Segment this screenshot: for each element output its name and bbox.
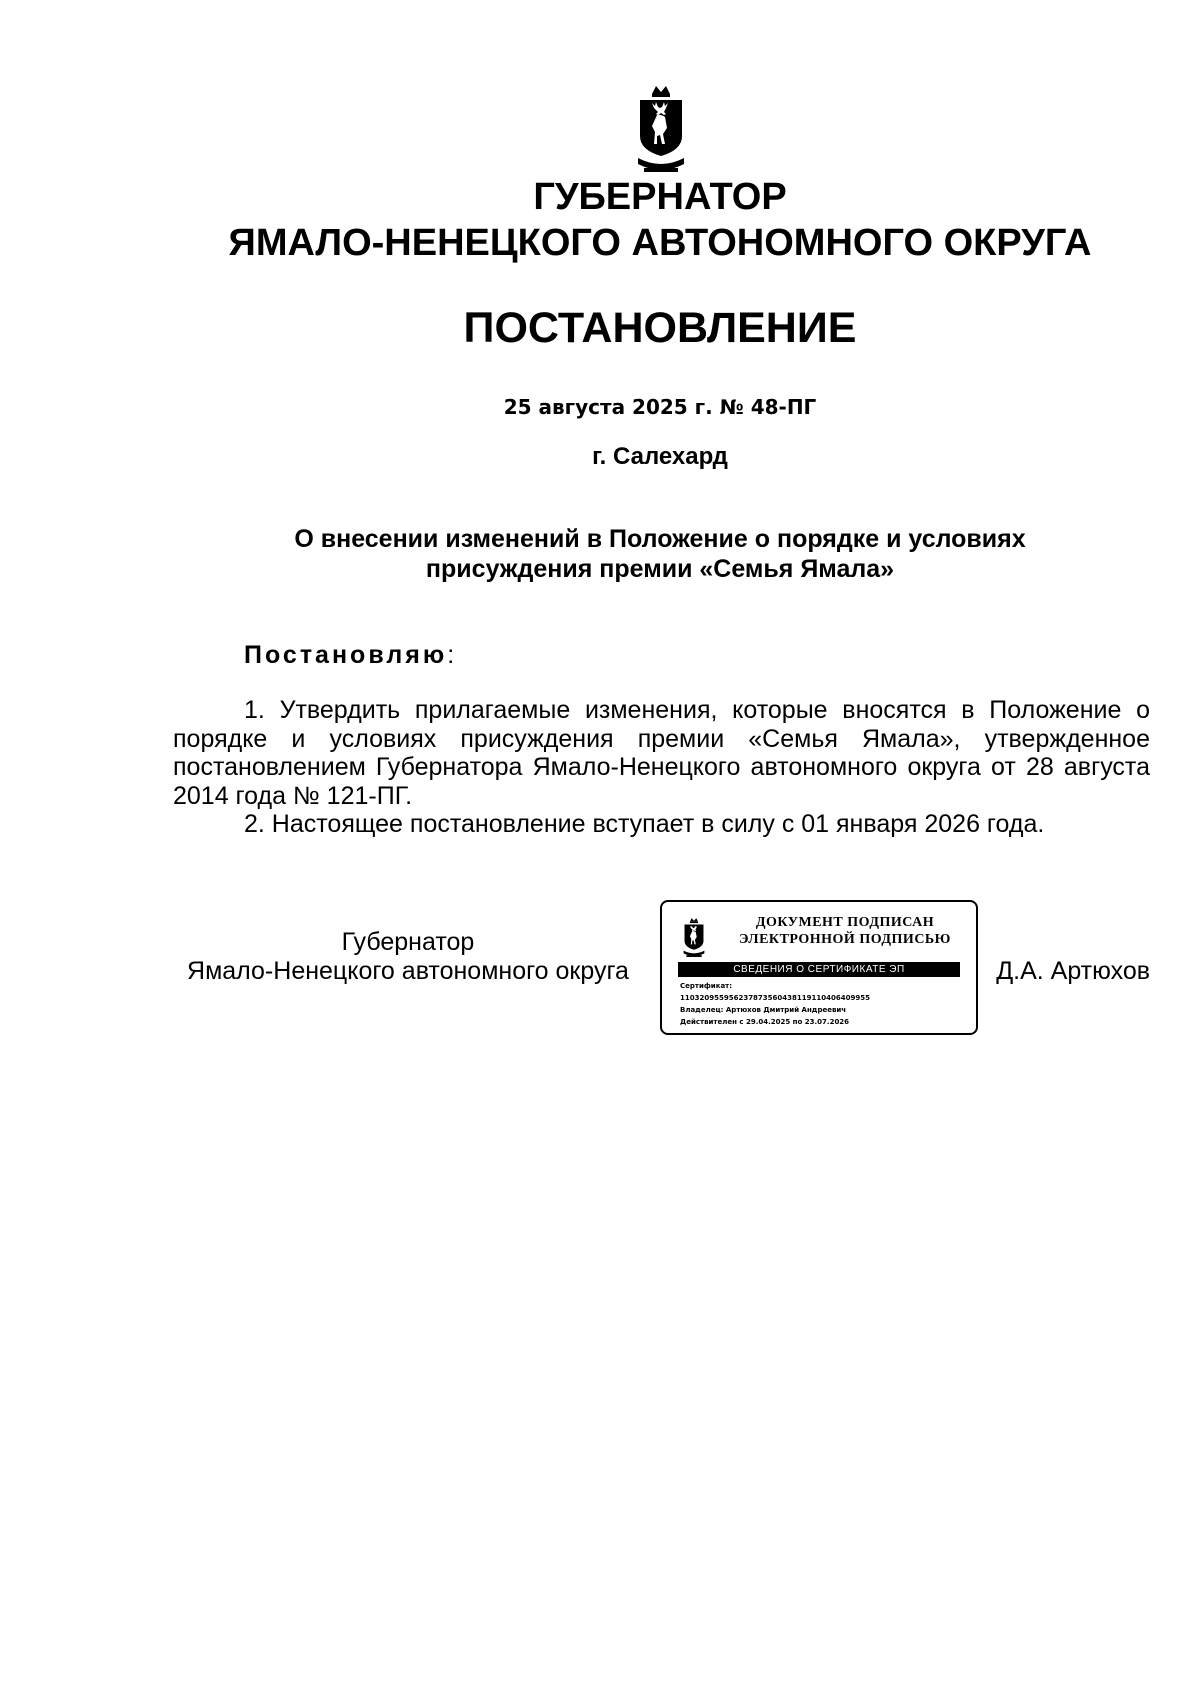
stamp-certificate-details <box>680 980 970 1028</box>
certificate-label: Сертификат: <box>680 982 733 990</box>
yamal-coat-of-arms-icon <box>630 84 692 176</box>
decree-phrase <box>244 640 454 670</box>
certificate-validity: Действителен с 29.04.2025 по 23.07.2026 <box>680 1018 850 1026</box>
stamp-heading-line: ДОКУМЕНТ ПОДПИСАН <box>755 915 935 930</box>
stamp-certificate-bar: СВЕДЕНИЯ О СЕРТИФИКАТЕ ЭП <box>678 962 960 977</box>
issuing-authority <box>0 174 1200 266</box>
body-paragraph: 1. Утвердить прилагаемые изменения, которые вносятся в Положение о порядке и условиях присуждения премии «Семья Ямала», утвержденное постановлением Губернатора Ямало-Ненецкого автономного округа от 28 августа 2014 года № 121-ПГ. <box>173 696 1150 810</box>
certificate-number: 110320955956237873560438119110406409955 <box>680 994 870 1002</box>
body-paragraph: 2. Настоящее постановление вступает в силу с 01 января 2026 года. <box>244 810 1045 838</box>
signatory-position-line: Губернатор <box>341 928 475 956</box>
document-title <box>0 524 1200 584</box>
stamp-heading <box>720 914 970 948</box>
document-type: ПОСТАНОВЛЕНИЕ <box>463 304 857 352</box>
document-title-line: присуждения премии «Семья Ямала» <box>425 555 895 583</box>
authority-title: ГУБЕРНАТОР <box>533 176 787 218</box>
yamal-coat-of-arms-icon <box>680 916 708 960</box>
document-date-number: 25 августа 2025 г. № 48-ПГ <box>503 395 817 419</box>
signatory-name: Д.А. Артюхов <box>996 957 1150 985</box>
stamp-heading-line: ЭЛЕКТРОННОЙ ПОДПИСЬЮ <box>739 932 951 947</box>
document-city: г. Салехард <box>592 443 728 470</box>
certificate-owner: Владелец: Артюхов Дмитрий Андреевич <box>680 1006 847 1014</box>
signatory-position-line: Ямало-Ненецкого автономного округа <box>187 957 629 985</box>
decree-colon: : <box>447 641 455 669</box>
e-signature-stamp <box>660 900 978 1035</box>
document-body <box>173 696 1150 839</box>
authority-region: ЯМАЛО-НЕНЕЦКОГО АВТОНОМНОГО ОКРУГА <box>228 222 1092 264</box>
decree-word: Постановляю <box>244 641 448 669</box>
signatory-position <box>173 928 643 986</box>
document-title-line: О внесении изменений в Положение о порядке и условиях <box>294 525 1026 553</box>
